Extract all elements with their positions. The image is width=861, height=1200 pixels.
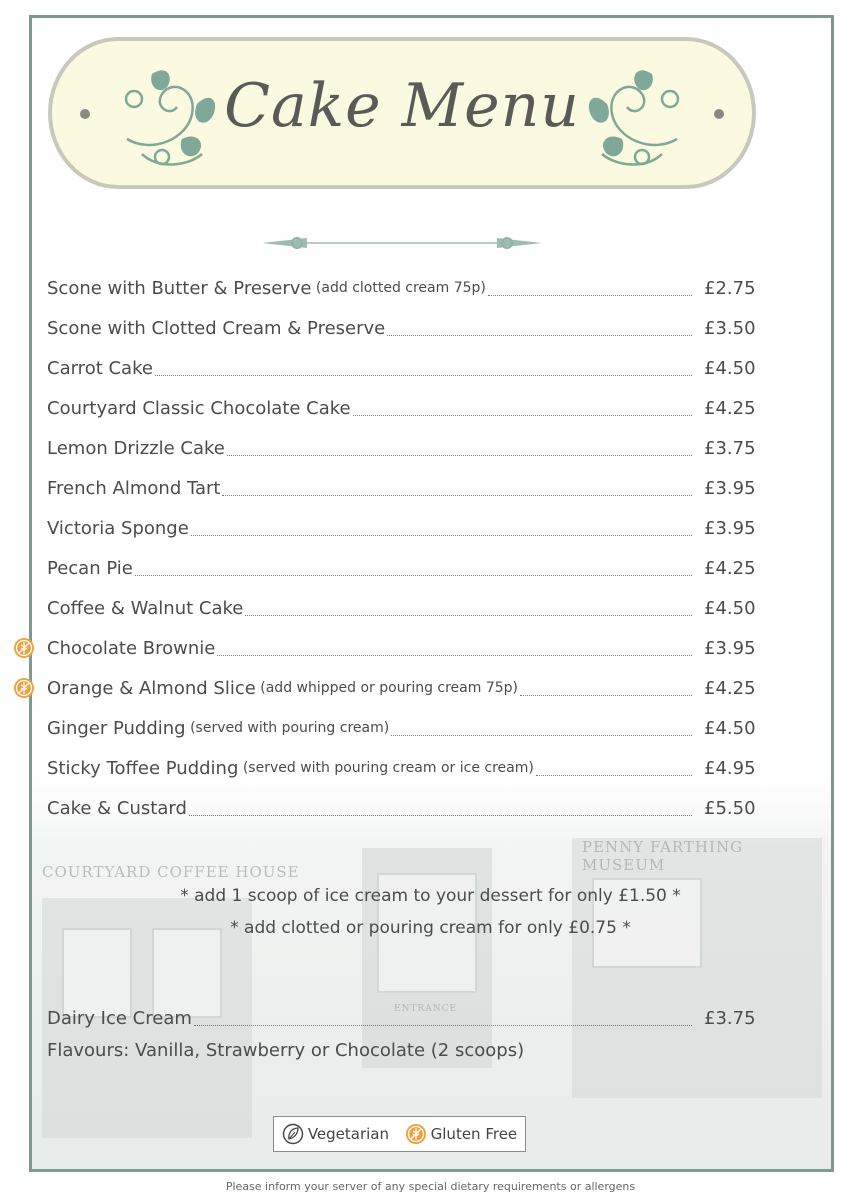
menu-item-price: £3.95 [704,637,756,659]
menu-item-name: Scone with Clotted Cream & Preserve [47,317,386,339]
menu-item [47,628,756,668]
menu-item-note: (add whipped or pouring cream 75p) [255,680,519,696]
menu-item-price: £3.95 [704,517,756,539]
vegetarian-leaf-icon [282,1123,304,1145]
menu-item [47,468,756,508]
leader-dots [387,335,692,336]
leader-dots [245,615,692,616]
menu-item-price: £3.50 [704,317,756,339]
menu-item-price: £4.25 [704,677,756,699]
photo-sign-left: COURTYARD COFFEE HOUSE [42,863,300,881]
menu-item [47,708,756,748]
leader-dots [227,455,692,456]
menu-item-name: Coffee & Walnut Cake [47,597,244,619]
extras-ice-cream-line: * add 1 scoop of ice cream to your dessert for only £1.50 * [180,886,681,906]
menu-item-name: Pecan Pie [47,557,133,579]
menu-item-price: £4.50 [704,357,756,379]
menu-item-price: £3.75 [704,437,756,459]
leader-dots [189,815,692,816]
leader-dots [194,1025,692,1026]
menu-item-name: Lemon Drizzle Cake [47,437,225,459]
menu-item-price: £2.75 [704,277,756,299]
leader-dots [536,775,692,776]
extras-cream-line: * add clotted or pouring cream for only £0.75 * [230,918,631,938]
legend-gluten-free [405,1123,518,1145]
menu-item [47,508,756,548]
menu-item-price: £4.95 [704,757,756,779]
menu-item-name: Ginger Pudding [47,717,186,739]
menu-item-name: Victoria Sponge [47,517,189,539]
leader-dots [135,575,692,576]
menu-item [47,348,756,388]
photo-sign-right: PENNY FARTHING MUSEUM [582,838,744,874]
menu-item-price: £3.75 [704,1007,756,1029]
menu-item-dairy-ice-cream [47,998,756,1038]
courtyard-photo-background [32,778,831,1169]
ice-cream-section [47,998,756,1038]
legend-vegetarian-label: Vegetarian [307,1125,389,1143]
menu-item [47,268,756,308]
leader-dots [391,735,692,736]
menu-item [47,308,756,348]
leader-dots [217,655,692,656]
menu-item-price: £5.50 [704,797,756,819]
extras-info [0,880,861,944]
menu-item-note: (served with pouring cream or ice cream) [238,760,534,776]
menu-item-price: £4.50 [704,597,756,619]
menu-item-note: (add clotted cream 75p) [311,280,486,296]
menu-item-name: French Almond Tart [47,477,221,499]
menu-item-price: £4.25 [704,397,756,419]
menu-item-name: Orange & Almond Slice [47,677,256,699]
leader-dots [191,535,692,536]
menu-item [47,588,756,628]
menu-item [47,748,756,788]
leader-dots [222,495,692,496]
gluten-free-wheat-icon [13,637,35,659]
menu-item [47,548,756,588]
leader-dots [155,375,692,376]
ice-cream-flavours: Flavours: Vanilla, Strawberry or Chocolate (2 scoops) [47,1040,525,1061]
page-title: Cake Menu [224,71,580,141]
legend-gluten-free-label: Gluten Free [430,1125,518,1143]
menu-item-name: Courtyard Classic Chocolate Cake [47,397,351,419]
menu-item [47,668,756,708]
divider-ornament-icon [232,232,572,254]
leader-dots [520,695,692,696]
menu-item-name: Dairy Ice Cream [47,1007,192,1029]
menu-item-price: £4.25 [704,557,756,579]
menu-item [47,788,756,828]
dietary-legend [273,1116,526,1152]
menu-item-price: £4.50 [704,717,756,739]
menu-item-note: (served with pouring cream) [185,720,390,736]
allergen-footer-note: Please inform your server of any special dietary requirements or allergens [225,1180,636,1193]
cake-menu-list [47,268,756,828]
menu-item-name: Chocolate Brownie [47,637,216,659]
leader-dots [353,415,692,416]
menu-item [47,388,756,428]
menu-item-price: £3.95 [704,477,756,499]
legend-vegetarian [282,1123,389,1145]
menu-item-name: Carrot Cake [47,357,153,379]
menu-item-name: Sticky Toffee Pudding [47,757,239,779]
photo-building-right [572,838,822,1098]
gluten-free-wheat-icon [405,1123,427,1145]
leader-dots [488,295,692,296]
header-plaque [48,37,756,189]
menu-item-name: Scone with Butter & Preserve [47,277,312,299]
menu-item-name: Cake & Custard [47,797,187,819]
gluten-free-wheat-icon [13,677,35,699]
menu-item [47,428,756,468]
photo-sign-entrance: ENTRANCE [394,1004,458,1014]
